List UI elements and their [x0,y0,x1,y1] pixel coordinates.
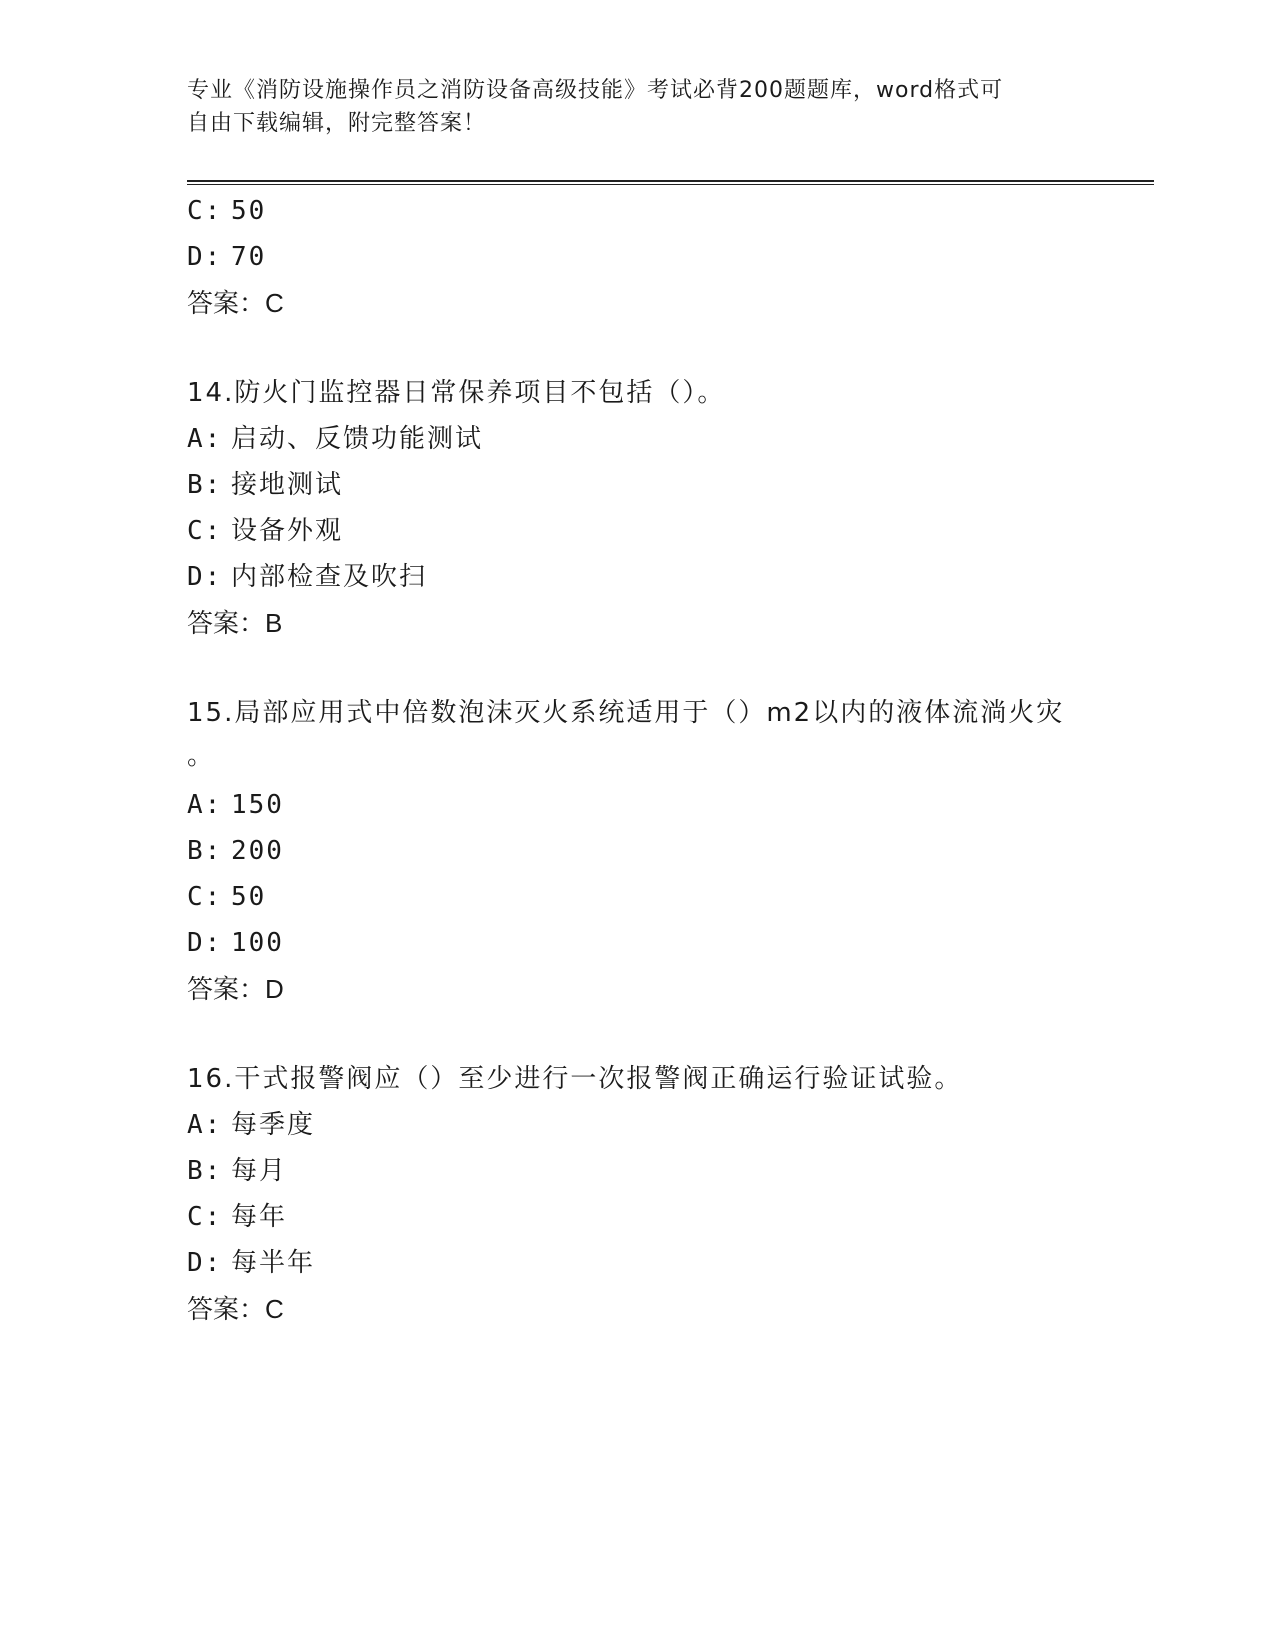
option-text: 每季度 [231,1110,316,1140]
option-label: A: [187,790,223,820]
option-label: D: [187,928,223,958]
answer-label: 答案： [187,975,266,1005]
question-stem-continuation: 。 [187,741,214,771]
question-stem: 14.防火门监控器日常保养项目不包括（）。 [187,378,726,408]
option-text: 100 [231,928,284,958]
option-b [187,462,1087,508]
option-c [187,874,1087,920]
option-c [187,1194,1087,1240]
option-label: D: [187,1248,223,1278]
option-label: B: [187,470,223,500]
option-label: C: [187,882,223,912]
option-text: 设备外观 [231,516,344,546]
option-label: C: [187,1202,223,1232]
answer-label: 答案： [187,609,266,639]
answer-line [187,966,1087,1012]
question-stem: 15.局部应用式中倍数泡沫灭火系统适用于（）m2以内的液体流淌火灾 [187,698,1065,728]
question-13-continuation [187,188,1087,326]
spacer [187,1012,1087,1056]
option-text: 每年 [231,1202,288,1232]
option-text: 200 [231,836,284,866]
header-divider-thin [187,184,1154,185]
option-b [187,1148,1087,1194]
answer-line [187,1286,1087,1332]
spacer [187,326,1087,370]
option-c [187,188,1087,234]
option-label: B: [187,836,223,866]
option-text: 每半年 [231,1248,316,1278]
question-stem: 16.干式报警阀应（）至少进行一次报警阀正确运行验证试验。 [187,1064,963,1094]
answer-line [187,600,1087,646]
option-d [187,234,1087,280]
option-label: D: [187,562,223,592]
header-divider-thick [187,180,1154,182]
answer-value: B [265,608,283,638]
spacer [187,646,1087,690]
option-b [187,828,1087,874]
option-d [187,1240,1087,1286]
question-content [187,188,1087,1332]
answer-line [187,280,1087,326]
option-text: 接地测试 [231,470,344,500]
option-a [187,1102,1087,1148]
option-text: 70 [231,242,267,272]
question-15 [187,690,1087,1012]
option-label: D: [187,242,223,272]
question-16 [187,1056,1087,1332]
answer-label: 答案： [187,1295,266,1325]
option-text: 50 [231,196,267,226]
option-a [187,782,1087,828]
option-text: 50 [231,882,267,912]
option-d [187,920,1087,966]
answer-label: 答案： [187,289,266,319]
header-title-line-1: 专业《消防设施操作员之消防设备高级技能》考试必背200题题库，word格式可 [187,78,1004,103]
header-title-line-2: 自由下载编辑，附完整答案！ [187,111,487,136]
option-label: C: [187,196,223,226]
option-text: 内部检查及吹扫 [231,562,428,592]
answer-value: C [265,288,284,318]
answer-value: D [265,974,284,1004]
option-a [187,416,1087,462]
option-label: A: [187,424,223,454]
answer-value: C [265,1294,284,1324]
option-text: 启动、反馈功能测试 [231,424,484,454]
option-label: C: [187,516,223,546]
document-header [187,74,1067,140]
question-14 [187,370,1087,646]
option-d [187,554,1087,600]
option-text: 150 [231,790,284,820]
option-c [187,508,1087,554]
option-label: A: [187,1110,223,1140]
option-label: B: [187,1156,223,1186]
option-text: 每月 [231,1156,288,1186]
